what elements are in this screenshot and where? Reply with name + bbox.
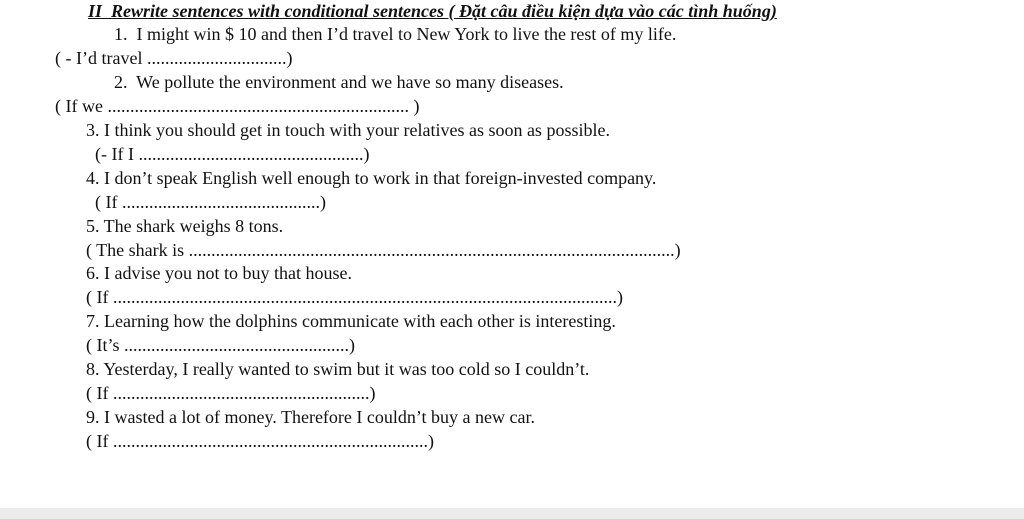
question-5-answer-line: ( The shark is ............................................................................................................) bbox=[86, 240, 681, 260]
bottom-scroll-strip bbox=[0, 508, 1024, 519]
question-4-sentence: 4. I don’t speak English well enough to work in that foreign-invested company. bbox=[86, 168, 657, 188]
question-3-answer-line: (- If I ..................................................) bbox=[95, 144, 370, 164]
question-2-answer-line: ( If we ................................................................... ) bbox=[55, 96, 420, 116]
question-5-sentence: 5. The shark weighs 8 tons. bbox=[86, 216, 284, 236]
question-6-sentence: 6. I advise you not to buy that house. bbox=[86, 263, 352, 283]
question-8-answer-line: ( If .........................................................) bbox=[86, 383, 376, 403]
question-9-answer-line: ( If ......................................................................) bbox=[86, 431, 434, 451]
question-4-answer-line: ( If ............................................) bbox=[95, 192, 326, 212]
question-7-answer-line: ( It’s ..................................................) bbox=[86, 335, 355, 355]
section-heading: II Rewrite sentences with conditional sentences ( Đặt câu điều kiện dựa vào các tình huống) bbox=[88, 1, 777, 21]
question-2-sentence: 2. We pollute the environment and we have so many diseases. bbox=[114, 72, 564, 92]
question-6-answer-line: ( If ................................................................................................................) bbox=[86, 287, 623, 307]
question-7-sentence: 7. Learning how the dolphins communicate with each other is interesting. bbox=[86, 311, 616, 331]
question-9-sentence: 9. I wasted a lot of money. Therefore I couldn’t buy a new car. bbox=[86, 407, 536, 427]
question-8-sentence: 8. Yesterday, I really wanted to swim but it was too cold so I couldn’t. bbox=[86, 359, 590, 379]
question-1-answer-line: ( - I’d travel ...............................) bbox=[55, 48, 293, 68]
question-1-sentence: 1. I might win $ 10 and then I’d travel to New York to live the rest of my life. bbox=[114, 24, 677, 44]
question-3-sentence: 3. I think you should get in touch with your relatives as soon as possible. bbox=[86, 120, 610, 140]
